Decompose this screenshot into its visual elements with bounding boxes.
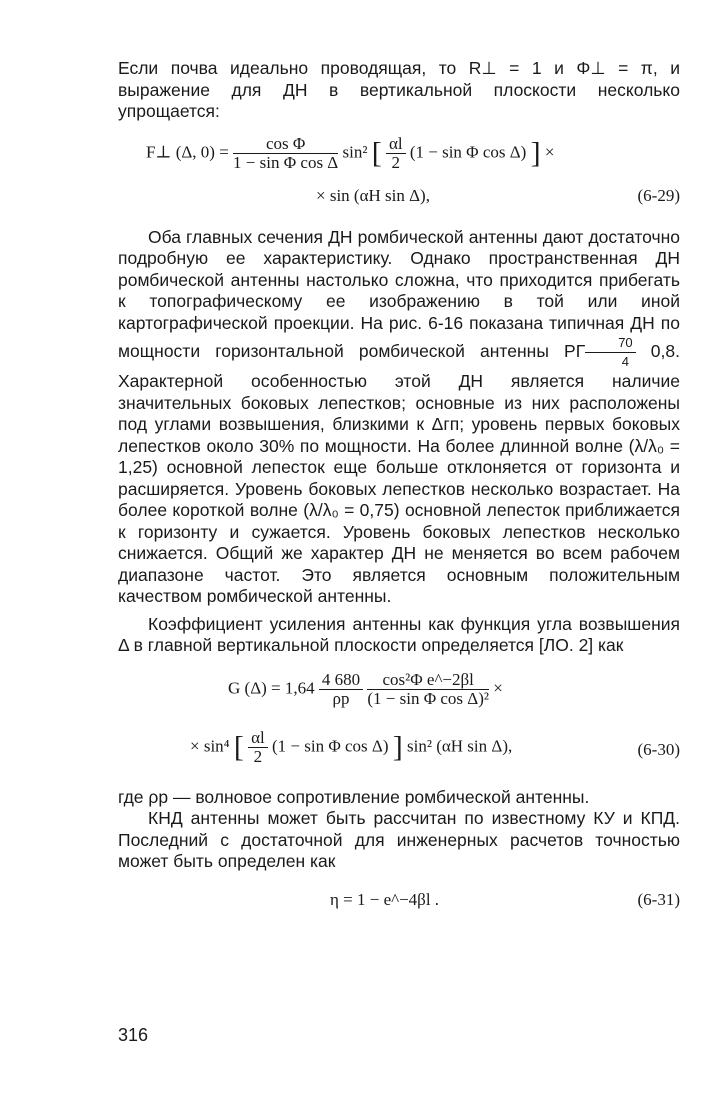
eq629-number: (6-29) (637, 185, 680, 205)
rg-label: РГ (564, 341, 586, 362)
paragraph-gain: Коэффициент усиления антенны как функция угла возвышения Δ в главной вертикальной плоскости определяется [ЛО. 2] как (118, 613, 680, 655)
eq630-lhs: G (Δ) = 1,64 (228, 677, 315, 697)
paragraph-patterns (118, 227, 680, 608)
eq630-f2-num: cos²Φ e^−2βl (367, 671, 489, 690)
equation-6-30 (118, 671, 680, 775)
eq631-text: η = 1 − e^−4βl . (330, 889, 440, 909)
eq630-number: (6-30) (637, 739, 680, 759)
eq629-al-num: αl (386, 135, 406, 154)
paragraph-where: где ρр — волновое сопротивление ромбической антенны. (118, 786, 590, 807)
eq630-frac2 (367, 671, 489, 708)
eq629-fraction (233, 135, 338, 172)
para2-tail: 0,8. Характерной особенностью этой ДН является наличие значительных боковых лепестков; основные из них расположены под углами возвышения, близкими к Δгп; уровень первых боковых лепестков около 30% по мощности. На более длинной волне (λ/λ₀ = 1,25) основной лепесток еще больше отклоняется от горизонта и расширяется. Уровень боковых лепестков несколько возрастает. На более короткой волне (λ/λ₀ = 0,75) основной лепесток приближается к горизонту и сужается. Уровень боковых лепестков несколько снижается. Общий же характер ДН не меняется во всем рабочем диапазоне частот. Это является основным положительным качеством ромбической антенны. (118, 341, 680, 606)
eq629-al-fraction (386, 135, 406, 172)
eq630-f1-den: ρр (332, 688, 350, 708)
eq630-al-num: αl (248, 729, 268, 748)
eq630-f1-num: 4 680 (319, 671, 363, 690)
bracket-open-2: [ (233, 730, 244, 763)
page-body (118, 58, 680, 919)
rg-den: 4 (621, 354, 630, 369)
eq630-frac1 (319, 671, 363, 708)
eq629-line2: × sin (αH sin Δ), (316, 185, 430, 205)
equation-6-29 (118, 135, 680, 209)
eq630-line2-pre: × sin⁴ (190, 735, 230, 755)
eq629-lhs: F⊥ (Δ, 0) = (146, 141, 229, 161)
equation-6-31 (118, 889, 680, 919)
eq629-sin2: sin² (342, 141, 368, 161)
page-number: 316 (118, 1025, 149, 1045)
eq630-inner: (1 − sin Φ cos Δ) (272, 735, 389, 755)
paragraph-intro: Если почва идеально проводящая, то R⊥ = 1 и Φ⊥ = π, и выражение для ДН в вертикальной плоскости несколько упрощается: (118, 58, 680, 121)
eq630-al-fraction (248, 729, 268, 766)
bracket-close-2: ] (392, 730, 403, 763)
bracket-close: ] (530, 136, 541, 169)
rg-fraction (585, 334, 635, 371)
bracket-open: [ (371, 136, 382, 169)
paragraph-directivity: КНД антенны может быть рассчитан по известному КУ и КПД. Последний с достаточной для инженерных расчетов точностью может быть определен как (118, 808, 680, 871)
eq629-times: × (544, 141, 555, 161)
rg-num: 70 (585, 334, 635, 353)
eq629-al-den: 2 (391, 152, 400, 172)
eq630-f2-den: (1 − sin Φ cos Δ)² (367, 688, 489, 708)
eq629-frac-den: 1 − sin Φ cos Δ (233, 152, 339, 172)
eq630-al-den: 2 (253, 746, 263, 766)
eq629-inner: (1 − sin Φ cos Δ) (409, 141, 527, 161)
eq630-tail: sin² (αH sin Δ), (407, 735, 513, 755)
eq631-number: (6-31) (637, 889, 680, 909)
eq629-frac-num: cos Φ (233, 135, 338, 154)
para2-text: Оба главных сечения ДН ромбической антенны дают достаточно подробную ее характеристику. Однако пространственная ДН ромбической антенны настолько сложна, что приходится прибегать к топографическому ее изображению в той или иной картографической проекции. На рис. 6-16 показана типичная ДН по мощности горизонтальной ромбической антенны (118, 226, 680, 362)
eq630-times: × (493, 677, 503, 697)
